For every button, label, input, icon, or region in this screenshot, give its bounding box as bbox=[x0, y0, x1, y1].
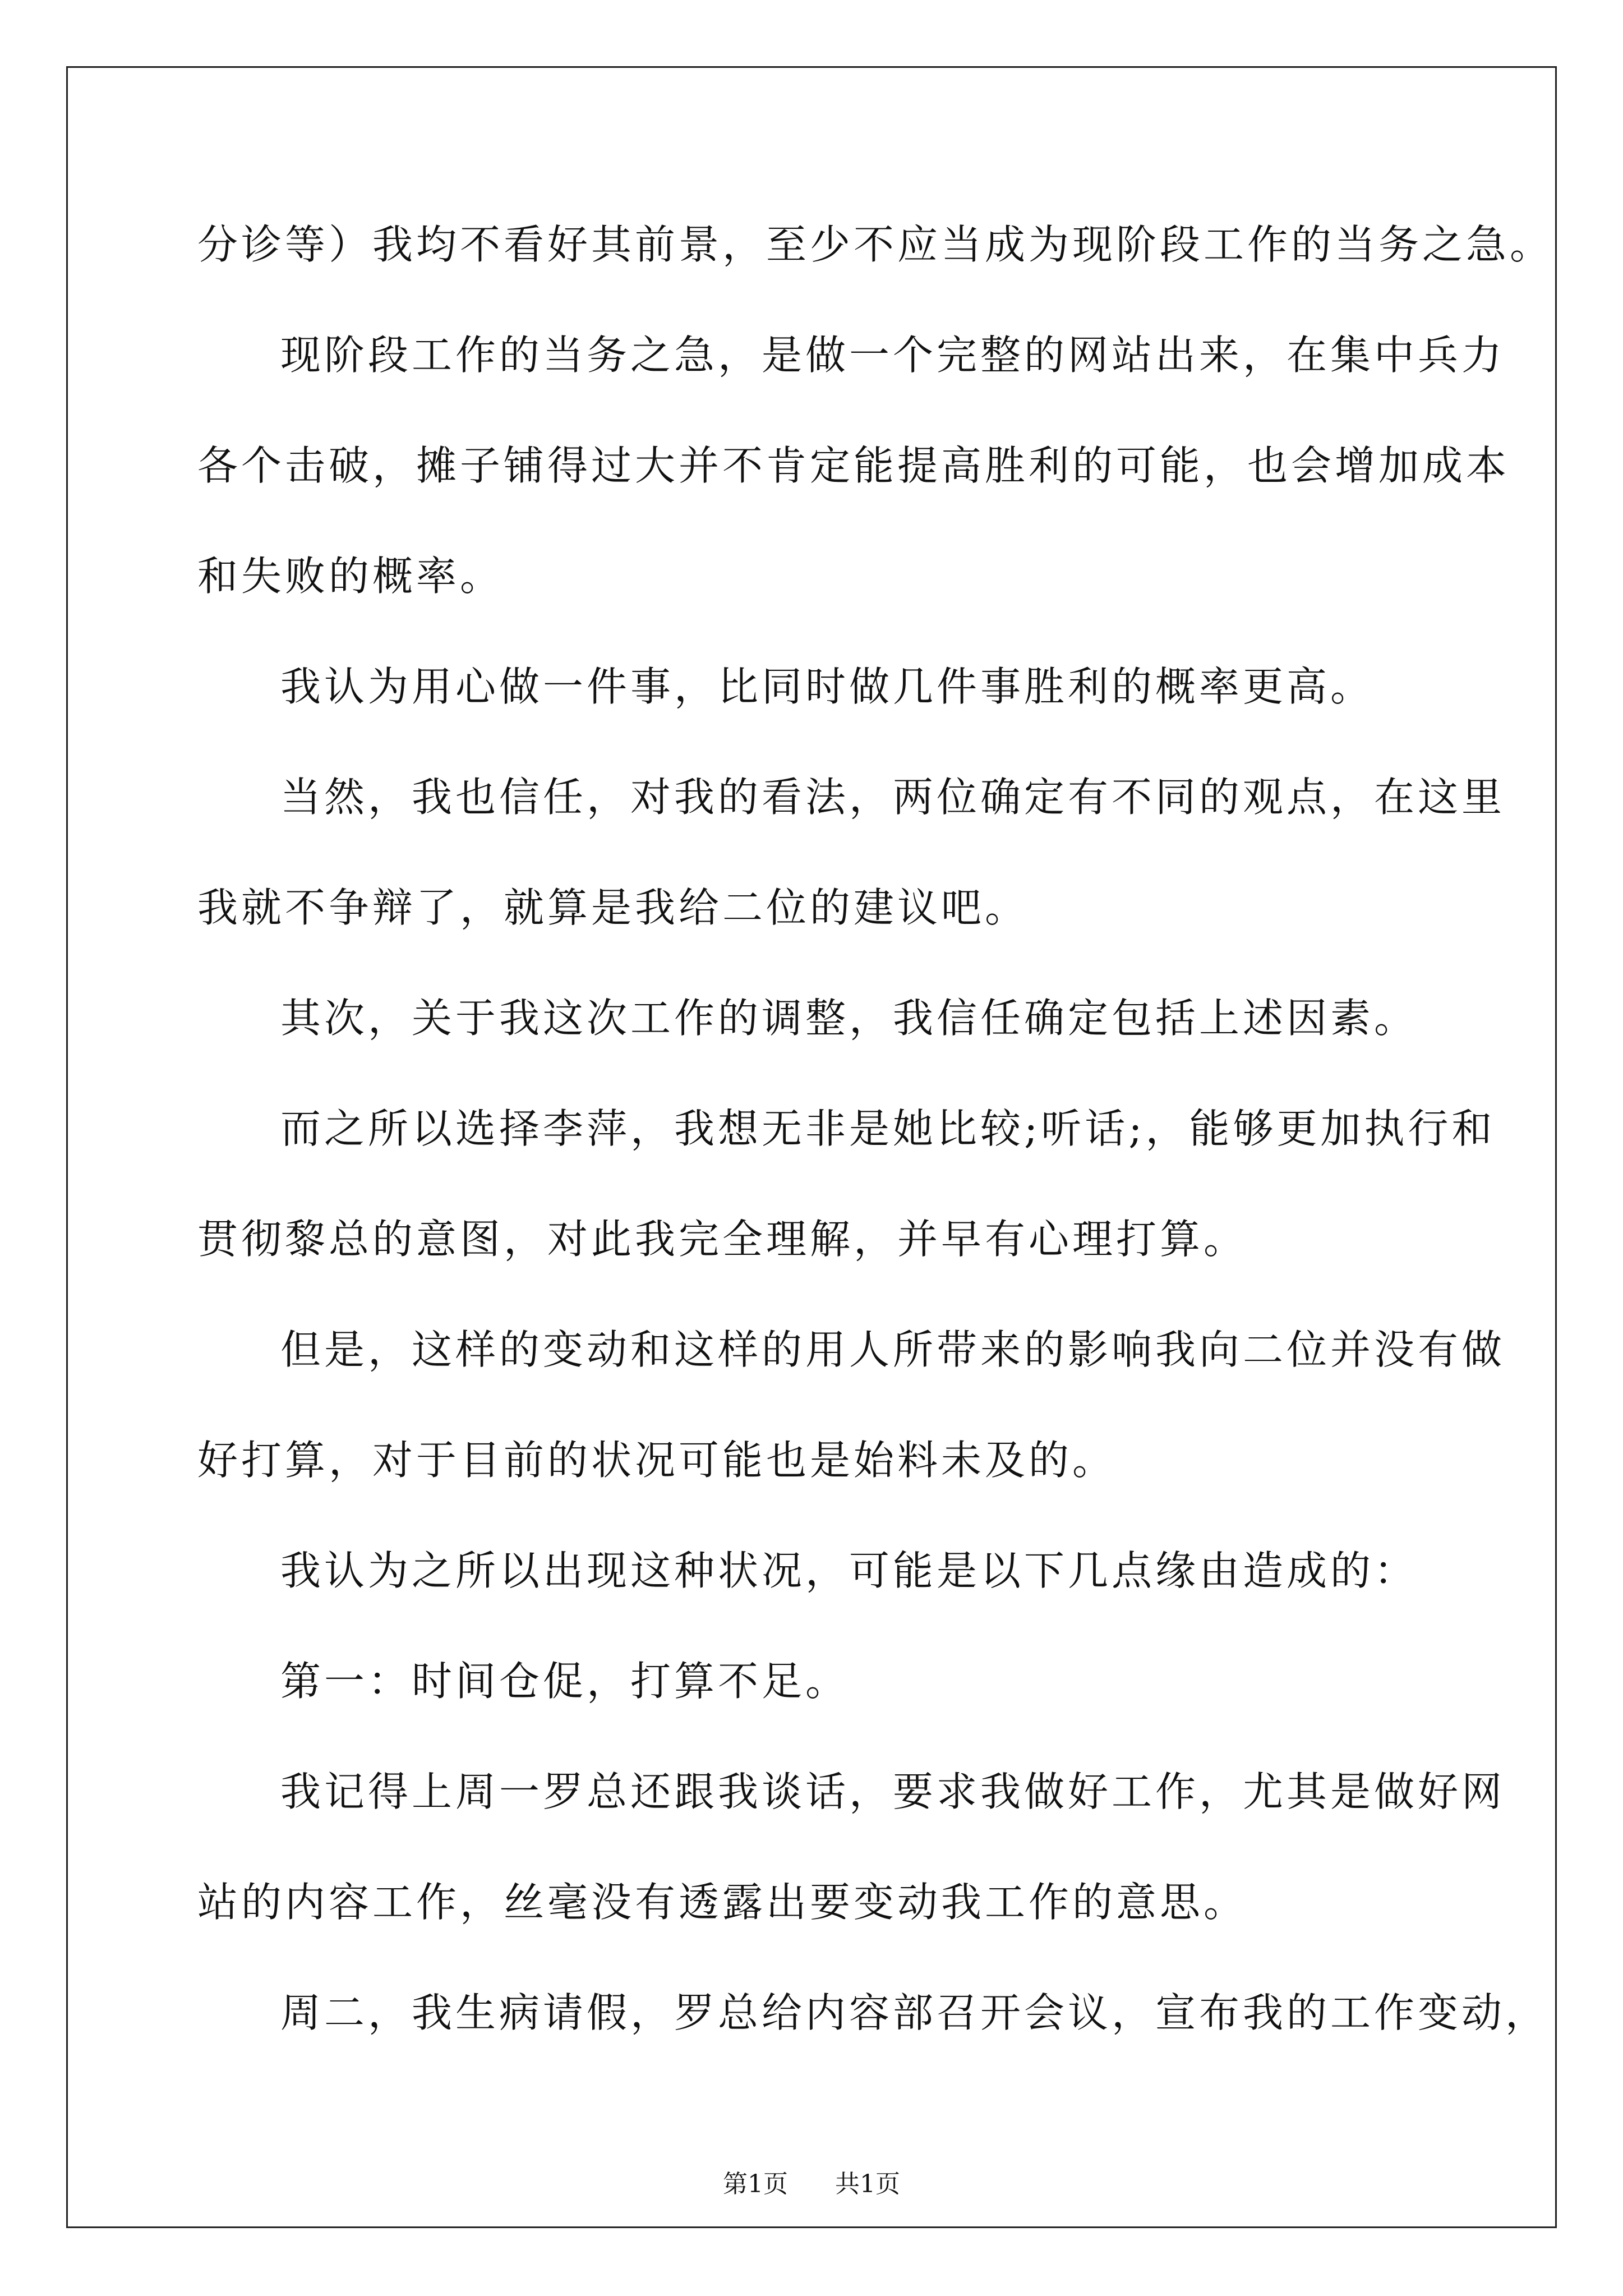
text-line: 其次，关于我这次工作的调整，我信任确定包括上述因素。 bbox=[280, 995, 1418, 1042]
text-line: 各个击破，摊子铺得过大并不肯定能提高胜利的可能，也会增加成本 bbox=[197, 442, 1510, 489]
text-line: 贯彻黎总的意图，对此我完全理解，并早有心理打算。 bbox=[197, 1216, 1248, 1263]
page-footer bbox=[0, 2168, 1623, 2201]
text-line: 和失败的概率。 bbox=[197, 553, 504, 600]
text-line: 而之所以选择李萍，我想无非是她比较;听话;，能够更加执行和 bbox=[280, 1105, 1496, 1152]
text-line: 分诊等）我均不看好其前景，至少不应当成为现阶段工作的当务之急。 bbox=[197, 221, 1554, 268]
text-line: 我记得上周一罗总还跟我谈话，要求我做好工作，尤其是做好网 bbox=[280, 1768, 1506, 1815]
page-number: 第1页 bbox=[723, 2170, 788, 2198]
page-total: 共1页 bbox=[835, 2170, 900, 2198]
text-line: 我就不争辩了，就算是我给二位的建议吧。 bbox=[197, 884, 1029, 931]
text-line: 第一：时间仓促，打算不足。 bbox=[280, 1658, 850, 1705]
text-line: 好打算，对于目前的状况可能也是始料未及的。 bbox=[197, 1437, 1117, 1484]
text-line: 现阶段工作的当务之急，是做一个完整的网站出来，在集中兵力 bbox=[280, 332, 1506, 379]
text-line: 但是，这样的变动和这样的用人所带来的影响我向二位并没有做 bbox=[280, 1326, 1506, 1373]
text-line: 我认为用心做一件事，比同时做几件事胜利的概率更高。 bbox=[280, 663, 1375, 710]
text-line: 站的内容工作，丝毫没有透露出要变动我工作的意思。 bbox=[197, 1879, 1248, 1926]
text-line: 当然，我也信任，对我的看法，两位确定有不同的观点，在这里 bbox=[280, 774, 1506, 821]
text-line: 周二，我生病请假，罗总给内容部召开会议，宣布我的工作变动， bbox=[280, 1989, 1550, 2036]
text-line: 我认为之所以出现这种状况，可能是以下几点缘由造成的： bbox=[280, 1547, 1418, 1594]
